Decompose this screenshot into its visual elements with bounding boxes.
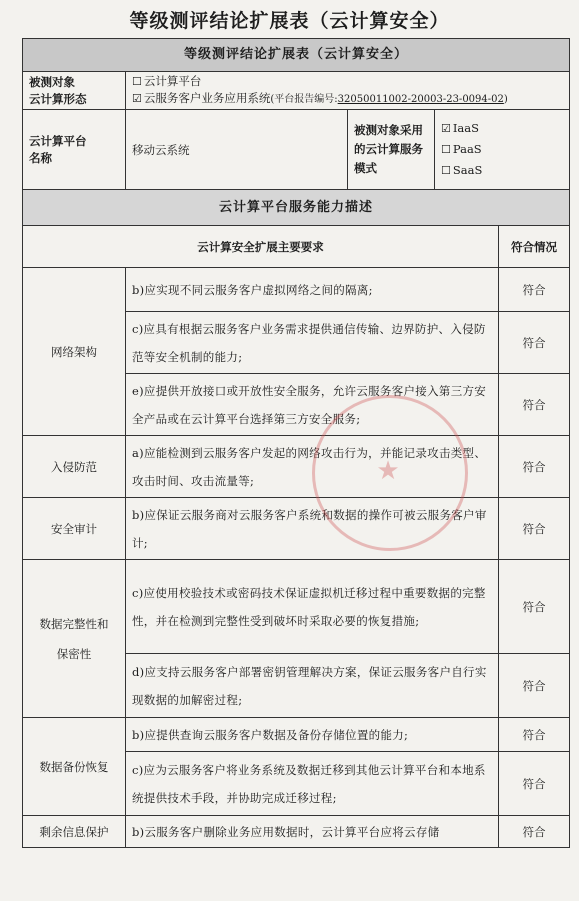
requirement-text: b)应实现不同云服务客户虚拟网络之间的隔离;	[126, 268, 499, 312]
checkbox-checked-icon: ☑	[132, 92, 142, 105]
status-cell: 符合	[499, 816, 570, 848]
star-icon: ★	[376, 456, 400, 486]
service-model-label: 被测对象采用的云计算服务模式	[348, 110, 435, 190]
checkbox-unchecked-icon: ☐	[441, 143, 451, 156]
status-cell: 符合	[499, 498, 570, 560]
platform-name-value: 移动云系统	[126, 110, 348, 190]
group-data-backup-recovery: 数据备份恢复	[23, 718, 126, 816]
status-cell: 符合	[499, 752, 570, 816]
option-paas: ☐ PaaS	[441, 139, 563, 160]
requirement-text: c)应使用校验技术或密码技术保证虚拟机迁移过程中重要数据的完整性，并在检测到完整性受到破坏时采取必要的恢复措施;	[126, 560, 499, 654]
page-title: 等级测评结论扩展表（云计算安全）	[129, 10, 450, 32]
status-cell: 符合	[499, 718, 570, 752]
requirement-text: b)应提供查询云服务客户数据及备份存储位置的能力;	[126, 718, 499, 752]
option-cloud-platform: ☐ 云计算平台	[132, 74, 202, 88]
group-intrusion-prevention: 入侵防范	[23, 436, 126, 498]
col-header-requirement: 云计算安全扩展主要要求	[23, 226, 499, 268]
option-iaas: ☑ IaaS	[441, 118, 563, 139]
conclusion-extension-table	[22, 38, 570, 848]
requirement-text: e)应提供开放接口或开放性安全服务，允许云服务客户接入第三方安全产品或在云计算平台选择第三方安全服务;	[126, 374, 499, 436]
option-customer-app-system: ☑ 云服务客户业务应用系统(平台报告编号:32050011002-20003-23-0094-02)	[132, 91, 508, 105]
status-cell: 符合	[499, 268, 570, 312]
requirement-text: c)应为云服务客户将业务系统及数据迁移到其他云计算平台和本地系统提供技术手段，并协助完成迁移过程;	[126, 752, 499, 816]
requirement-text: a)应能检测到云服务客户发起的网络攻击行为，并能记录攻击类型、攻击时间、攻击流量等;	[126, 436, 499, 498]
status-cell: 符合	[499, 654, 570, 718]
requirement-text: b)云服务客户删除业务应用数据时，云计算平台应将云存储	[126, 816, 499, 848]
group-residual-info-protection: 剩余信息保护	[23, 816, 126, 848]
checkbox-checked-icon: ☑	[441, 122, 451, 135]
platform-name-label: 云计算平台 名称	[23, 110, 126, 190]
col-header-status: 符合情况	[499, 226, 570, 268]
service-model-options	[435, 110, 570, 190]
status-cell: 符合	[499, 560, 570, 654]
group-data-integrity-confidentiality: 数据完整性和 保密性	[23, 560, 126, 718]
requirement-text: c)应具有根据云服务客户业务需求提供通信传输、边界防护、入侵防范等安全机制的能力;	[126, 312, 499, 374]
object-form-options	[126, 72, 570, 110]
object-form-label: 被测对象 云计算形态	[23, 72, 126, 110]
platform-report-number: 32050011002-20003-23-0094-02	[337, 94, 504, 105]
requirement-text: d)应支持云服务客户部署密钥管理解决方案，保证云服务客户自行实现数据的加解密过程;	[126, 654, 499, 718]
section-title: 云计算平台服务能力描述	[23, 190, 570, 226]
table-title: 等级测评结论扩展表（云计算安全）	[23, 39, 570, 72]
option-saas: ☐ SaaS	[441, 160, 563, 181]
group-security-audit: 安全审计	[23, 498, 126, 560]
checkbox-unchecked-icon: ☐	[441, 164, 451, 177]
checkbox-unchecked-icon: ☐	[132, 75, 142, 88]
group-network-architecture: 网络架构	[23, 268, 126, 436]
requirement-text: b)应保证云服务商对云服务客户系统和数据的操作可被云服务客户审计;	[126, 498, 499, 560]
status-cell: 符合	[499, 374, 570, 436]
status-cell: 符合	[499, 312, 570, 374]
status-cell: 符合	[499, 436, 570, 498]
